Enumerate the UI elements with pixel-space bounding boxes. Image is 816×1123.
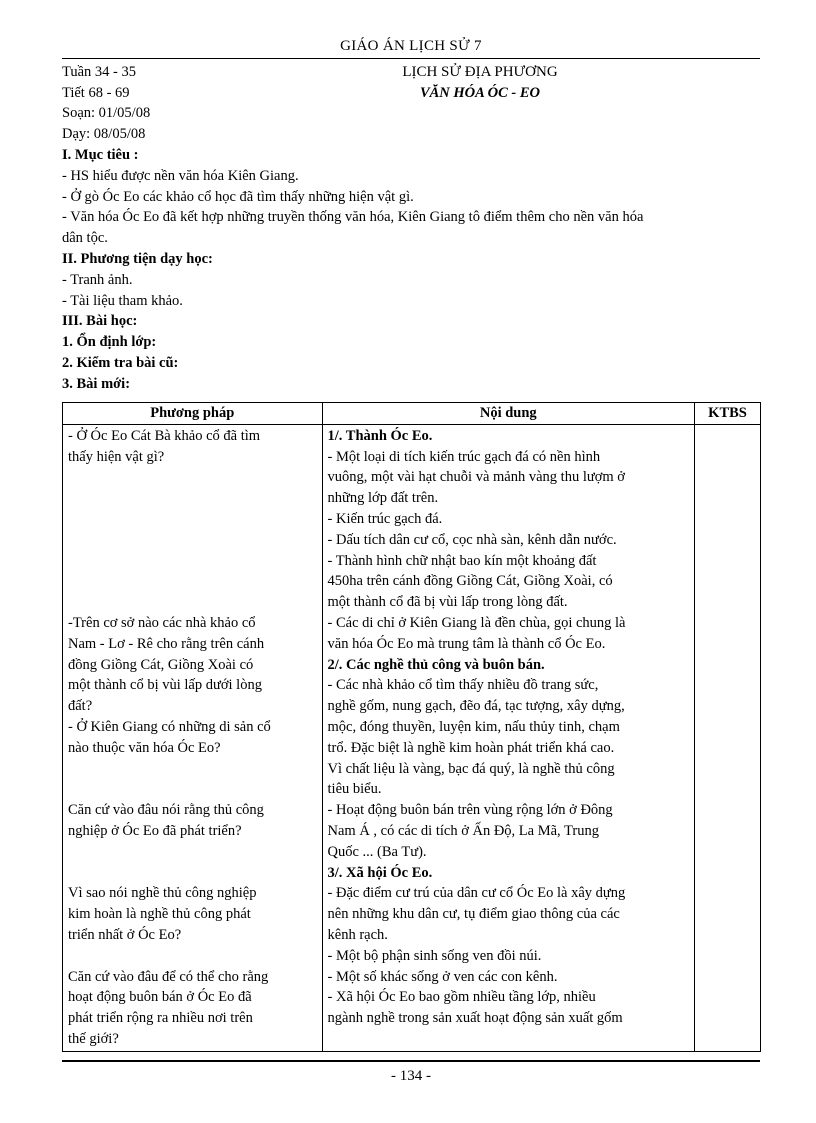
page-number: - 134 - [391, 1068, 431, 1084]
content-line: - Một số khác sống ở ven các con kênh. [327, 968, 558, 985]
objective-item: - HS hiểu được nền văn hóa Kiên Giang. [62, 167, 299, 184]
content-line: kênh rạch. [327, 926, 388, 943]
method-cell [63, 424, 323, 1051]
meta-taught-date: Dạy: 08/05/08 [62, 125, 146, 142]
method-line [68, 842, 317, 863]
method-line [68, 467, 317, 488]
objective-item: - Ở gò Óc Eo các khảo cổ học đã tìm thấy những hiện vật gì. [62, 188, 414, 205]
table-row [63, 424, 761, 1051]
resources-heading: II. Phương tiện dạy học: [62, 250, 213, 267]
content-line: những lớp đất trên. [327, 490, 439, 507]
method-line [68, 592, 317, 613]
method-line [68, 863, 317, 884]
content-section-heading: 2/. Các nghề thủ công và buôn bán. [327, 656, 545, 673]
method-line: đất? [68, 698, 93, 715]
content-line: - Các nhà khảo cổ tìm thấy nhiều đồ trang sức, [327, 677, 599, 694]
resource-item: - Tài liệu tham khảo. [62, 292, 183, 309]
lesson-step: 1. Ổn định lớp: [62, 334, 157, 351]
method-line: Vì sao nói nghề thủ công nghiệp [68, 885, 257, 902]
content-line: Nam Á , có các di tích ở Ấn Độ, La Mã, Trung [327, 822, 599, 839]
content-line: Quốc ... (Ba Tư). [327, 843, 427, 860]
content-line: 450ha trên cánh đồng Giồng Cát, Giồng Xoài, có [327, 573, 613, 590]
resource-item: - Tranh ảnh. [62, 271, 133, 288]
method-line: kim hoàn là nghề thủ công phát [68, 906, 251, 923]
method-line [68, 571, 317, 592]
content-line: - Xã hội Óc Eo bao gồm nhiều tầng lớp, nhiều [327, 989, 596, 1006]
content-line: - Một loại di tích kiến trúc gạch đá có nền hình [327, 448, 601, 465]
content-line: tiêu biểu. [327, 781, 382, 798]
content-line: - Đặc điểm cư trú của dân cư cổ Óc Eo là xây dựng [327, 885, 626, 902]
method-line [68, 759, 317, 780]
page-header-title: GIÁO ÁN LỊCH SỬ 7 [340, 38, 482, 54]
content-line: - Một bộ phận sinh sống ven đồi núi. [327, 947, 542, 964]
method-line: đồng Giồng Cát, Giồng Xoài có [68, 656, 254, 673]
lesson-title: LỊCH SỬ ĐỊA PHƯƠNG [402, 64, 558, 80]
lesson-subtitle: VĂN HÓA ÓC - EO [419, 84, 541, 101]
content-line: ngành nghề trong sản xuất hoạt động sản xuất gốm [327, 1010, 623, 1027]
method-line [68, 530, 317, 551]
method-line [68, 509, 317, 530]
content-line: - Thành hình chữ nhật bao kín một khoảng đất [327, 552, 597, 569]
content-line: trổ. Đặc biệt là nghề kim hoàn phát triển khá cao. [327, 739, 615, 756]
method-line [68, 779, 317, 800]
method-line: -Trên cơ sở nào các nhà khảo cổ [68, 614, 256, 631]
method-line: phát triển rộng ra nhiều nơi trên [68, 1010, 253, 1027]
method-line: nghiệp ở Óc Eo đã phát triển? [68, 822, 242, 839]
method-line [68, 946, 317, 967]
objectives-heading: I. Mục tiêu : [62, 147, 139, 163]
content-line: - Dấu tích dân cư cổ, cọc nhà sàn, kênh dẫn nước. [327, 531, 617, 548]
lesson-plan-heading: III. Bài học: [62, 313, 138, 330]
header-rule [62, 58, 760, 59]
footer-rule [62, 1060, 760, 1062]
objective-item: - Văn hóa Óc Eo đã kết hợp những truyền thống văn hóa, Kiên Giang tô điểm thêm cho nền văn hóa [62, 209, 644, 226]
method-line [68, 488, 317, 509]
lesson-titles [330, 62, 630, 103]
method-line: thế giới? [68, 1030, 119, 1047]
content-cell [322, 424, 695, 1051]
ktbs-cell [695, 424, 761, 1051]
content-section-heading: 1/. Thành Óc Eo. [327, 427, 433, 444]
method-line: Căn cứ vào đâu để có thể cho rằng [68, 968, 269, 985]
content-line: nên những khu dân cư, tụ điểm giao thông của các [327, 906, 620, 923]
content-line: Vì chất liệu là vàng, bạc đá quý, là nghề thủ công [327, 760, 615, 777]
method-line: triển nhất ở Óc Eo? [68, 926, 182, 943]
header-content: Nội dung [322, 403, 695, 425]
objective-item: dân tộc. [62, 230, 108, 247]
content-line: - Các di chỉ ở Kiên Giang là đền chùa, gọi chung là [327, 614, 626, 631]
lesson-table [62, 402, 761, 1052]
method-line: một thành cổ bị vùi lấp dưới lòng [68, 677, 262, 694]
method-line: thấy hiện vật gì? [68, 448, 165, 465]
method-line: Nam - Lơ - Rê cho rằng trên cánh [68, 635, 265, 652]
content-line: - Kiến trúc gạch đá. [327, 510, 443, 527]
content-line: - Hoạt động buôn bán trên vùng rộng lớn ở Đông [327, 802, 613, 819]
content-line: mộc, đóng thuyền, luyện kim, nấu thủy tinh, chạm [327, 718, 620, 735]
content-line: nghề gốm, nung gạch, đẽo đá, tạc tượng, xây dựng, [327, 698, 625, 715]
lesson-step: 2. Kiểm tra bài cũ: [62, 354, 179, 371]
lesson-body [62, 145, 762, 395]
lesson-meta [62, 62, 150, 144]
method-line: - Ở Kiên Giang có những di sản cổ [68, 718, 271, 735]
meta-prepared-date: Soạn: 01/05/08 [62, 105, 151, 121]
content-line: một thành cổ đã bị vùi lấp trong lòng đất. [327, 594, 568, 611]
meta-period: Tiết 68 - 69 [62, 84, 130, 101]
table-header-row [63, 403, 761, 425]
method-line: - Ở Óc Eo Cát Bà khảo cổ đã tìm [68, 427, 261, 444]
content-line: văn hóa Óc Eo mà trung tâm là thành cổ Óc Eo. [327, 635, 606, 652]
meta-week: Tuần 34 - 35 [62, 64, 136, 80]
method-line [68, 551, 317, 572]
lesson-step: 3. Bài mới: [62, 375, 131, 392]
header-ktbs: KTBS [695, 403, 761, 425]
method-line: hoạt động buôn bán ở Óc Eo đã [68, 989, 252, 1006]
method-line: nào thuộc văn hóa Óc Eo? [68, 739, 221, 756]
content-section-heading: 3/. Xã hội Óc Eo. [327, 864, 433, 881]
method-line: Căn cứ vào đâu nói rằng thủ công [68, 802, 264, 819]
content-line: vuông, một vài hạt chuỗi và mảnh vàng thu lượm ở [327, 469, 625, 486]
header-method: Phương pháp [63, 403, 323, 425]
